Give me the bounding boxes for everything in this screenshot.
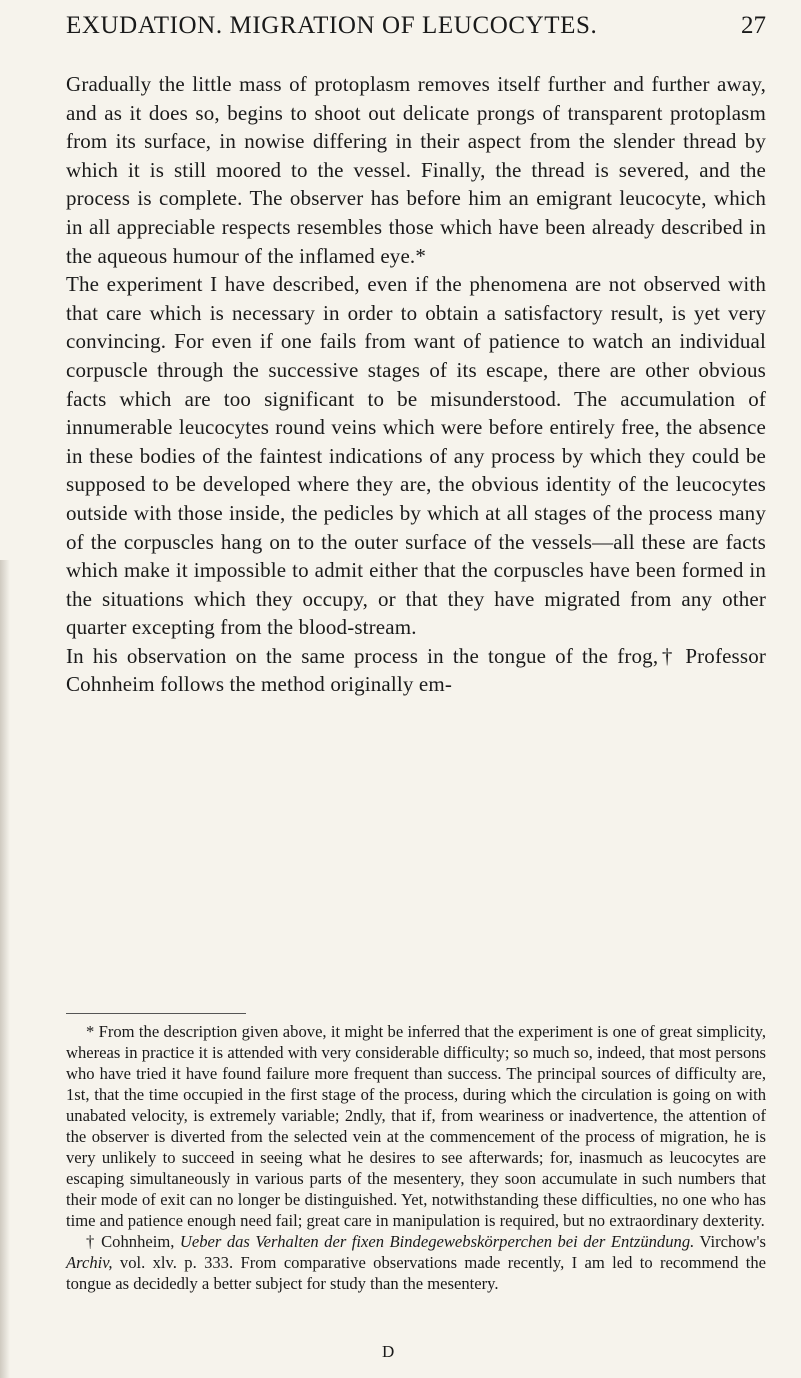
footnote-prefix: † Cohnheim, [86,1232,175,1251]
paragraph: In his observation on the same process in the tongue of the frog,† Professor Cohnheim follows the method originally em- [66,643,766,697]
page-number: 27 [741,12,766,39]
footnote-rule [66,1013,246,1014]
signature-mark: D [382,1342,395,1361]
footnote: * From the description given above, it might be inferred that the experiment is one of great simplicity, whereas in practice it is attended with very considerable difficulty; so much so, indeed, that most persons who have tried it have found failure more frequent than success. The principal sources of difficulty are, 1st, that the time occupied in the first stage of the process, during which the circulation is going on with unabated velocity, is extremely variable; 2ndly, that if, from weariness or inadvertence, the attention of the observer is diverted from the selected vein at the commencement of the process of migration, he is very unlikely to succeed in seeing what he desires to see afterwards; for, inasmuch as leucocytes are escaping simultaneously in various parts of the mesentery, they soon accumulate in such numbers that their mode of exit can no longer be distinguished. Yet, notwithstanding these difficulties, no one who has time and patience enough need fail; great care in manipulation is required, but no extraordinary dexterity. [66,1022,766,1230]
cited-journal: Archiv, [66,1253,113,1272]
page-edge-shadow [0,560,10,1378]
footnote-rest: vol. xlv. p. 333. From comparative observations made recently, I am led to recommend the tongue as decidedly a better subject for study than the mesentery. [66,1253,766,1293]
paragraph: The experiment I have described, even if the phenomena are not observed with that care which is necessary in order to obtain a satisfactory result, is yet very convincing. For even if one fails from want of patience to watch an individual corpuscle through the successive stages of its escape, there are other obvious facts which are too significant to be misunderstood. The accumulation of innumerable leucocytes round veins which were before entirely free, the absence in these bodies of the faintest indications of any process by which they could be supposed to be developed where they are, the obvious identity of the leucocytes outside with those inside, the pedicles by which at all stages of the process many of the corpuscles hang on to the outer surface of the vessels—all these are facts which make it impossible to admit either that the corpuscles have been formed in the situations which they occupy, or that they have migrated from any other quarter excepting from the blood-stream. [66,272,766,640]
running-title: EXUDATION. MIGRATION OF LEUCOCYTES. [66,12,598,39]
footnotes [66,1021,766,1294]
cited-title: Ueber das Verhalten der fixen Bindegewebskörperchen bei der Entzündung. [179,1232,695,1251]
footnote-mid: Virchow's [699,1232,766,1251]
paragraph: Gradually the little mass of protoplasm removes itself further and further away, and as it does so, begins to shoot out delicate prongs of transparent protoplasm from its surface, in nowise differing in their aspect from the slender thread by which it is still moored to the vessel. Finally, the thread is severed, and the process is complete. The observer has before him an emigrant leucocyte, which in all appreciable respects resembles those which have been already described in the aqueous humour of the inflamed eye.* [66,72,766,268]
main-text [66,70,766,699]
running-head [66,6,766,46]
footnote [66,1231,766,1294]
